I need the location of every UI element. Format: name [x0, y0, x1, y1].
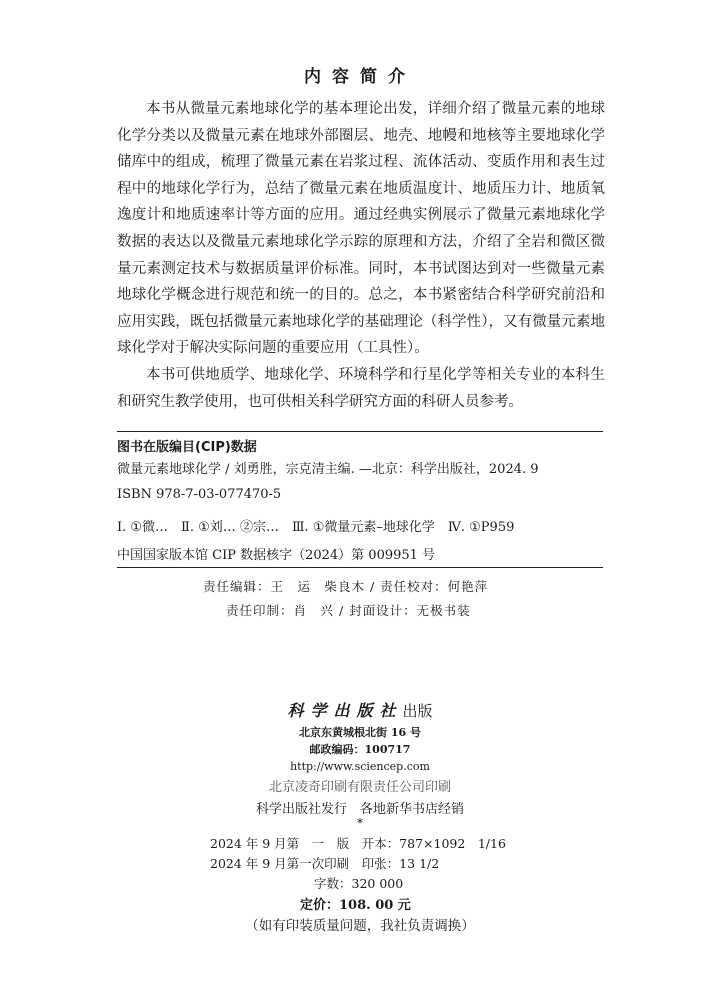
publisher-suffix: 出版: [402, 702, 433, 720]
price: 定价：108. 00 元: [300, 898, 411, 913]
cip-record-number: 中国国家版本馆 CIP 数据核字（2024）第 009951 号: [117, 548, 436, 563]
publisher-line: [0, 698, 720, 721]
publisher-address: 北京东黄城根北街 16 号: [299, 726, 421, 739]
publisher-name: 科学出版社: [287, 701, 403, 720]
abstract-paragraph-1: 本书从微量元素地球化学的基本理论出发，详细介绍了微量元素的地球化学分类以及微量元素在地球外部圈层、地壳、地幔和地核等主要地球化学储库中的组成，梳理了微量元素在岩浆过程、流体活动、变质作用和表生过程中的地球化学行为，总结了微量元素在地质温度计、地质压力计、地质氧逸度计和地质速率计等方面的应用。通过经典实例展示了微量元素地球化学数据的表达以及微量元素地球化学示踪的原理和方法，介绍了全岩和微区微量元素测定技术与数据质量评价标准。同时，本书试图达到对一些微量元素地球化学概念进行规范和统一的目的。总之，本书紧密结合科学研究前沿和应用实践，既包括微量元素地球化学的基础理论（科学性），又有微量元素地球化学对于解决实际问题的重要应用（工具性）。: [117, 101, 605, 357]
editor-credits: 责任编辑：王 运 柴良木 / 责任校对：何艳萍: [203, 579, 489, 594]
quality-note: （如有印装质量问题，我社负责调换）: [245, 918, 475, 934]
edition-info: 2024 年 9 月第 一 版 开本：787×1092 1/16: [210, 836, 506, 851]
cip-bottom-divider: [117, 567, 603, 568]
cip-top-divider: [117, 431, 603, 432]
distribution-info: 科学出版社发行 各地新华书店经销: [255, 802, 464, 817]
cip-classification: Ⅰ. ①微… Ⅱ. ①刘… ②宗… Ⅲ. ①微量元素–地球化学 Ⅳ. ①P959: [117, 520, 515, 535]
word-count: 字数：320 000: [314, 876, 404, 891]
abstract-body: [117, 96, 605, 415]
printing-info: 2024 年 9 月第一次印刷 印张：13 1/2: [210, 856, 440, 871]
production-credits: 责任印制：肖 兴 / 封面设计：无极书装: [226, 603, 471, 618]
publisher-url: http://www.sciencep.com: [290, 760, 430, 773]
separator-asterisk: *: [357, 816, 363, 830]
cip-title-line: 微量元素地球化学 / 刘勇胜，宗克清主编. —北京：科学出版社，2024. 9: [117, 462, 539, 477]
abstract-title: 内容简介: [304, 67, 416, 87]
abstract-paragraph-2: 本书可供地质学、地球化学、环境科学和行星化学等相关专业的本科生和研究生教学使用，也可供相关科学研究方面的科研人员参考。: [117, 366, 605, 410]
cip-isbn: ISBN 978-7-03-077470-5: [117, 487, 282, 502]
printer-name: 北京凌奇印刷有限责任公司印刷: [268, 780, 451, 795]
publisher-postcode: 邮政编码：100717: [309, 743, 411, 756]
cip-heading: 图书在版编目(CIP)数据: [117, 440, 257, 455]
